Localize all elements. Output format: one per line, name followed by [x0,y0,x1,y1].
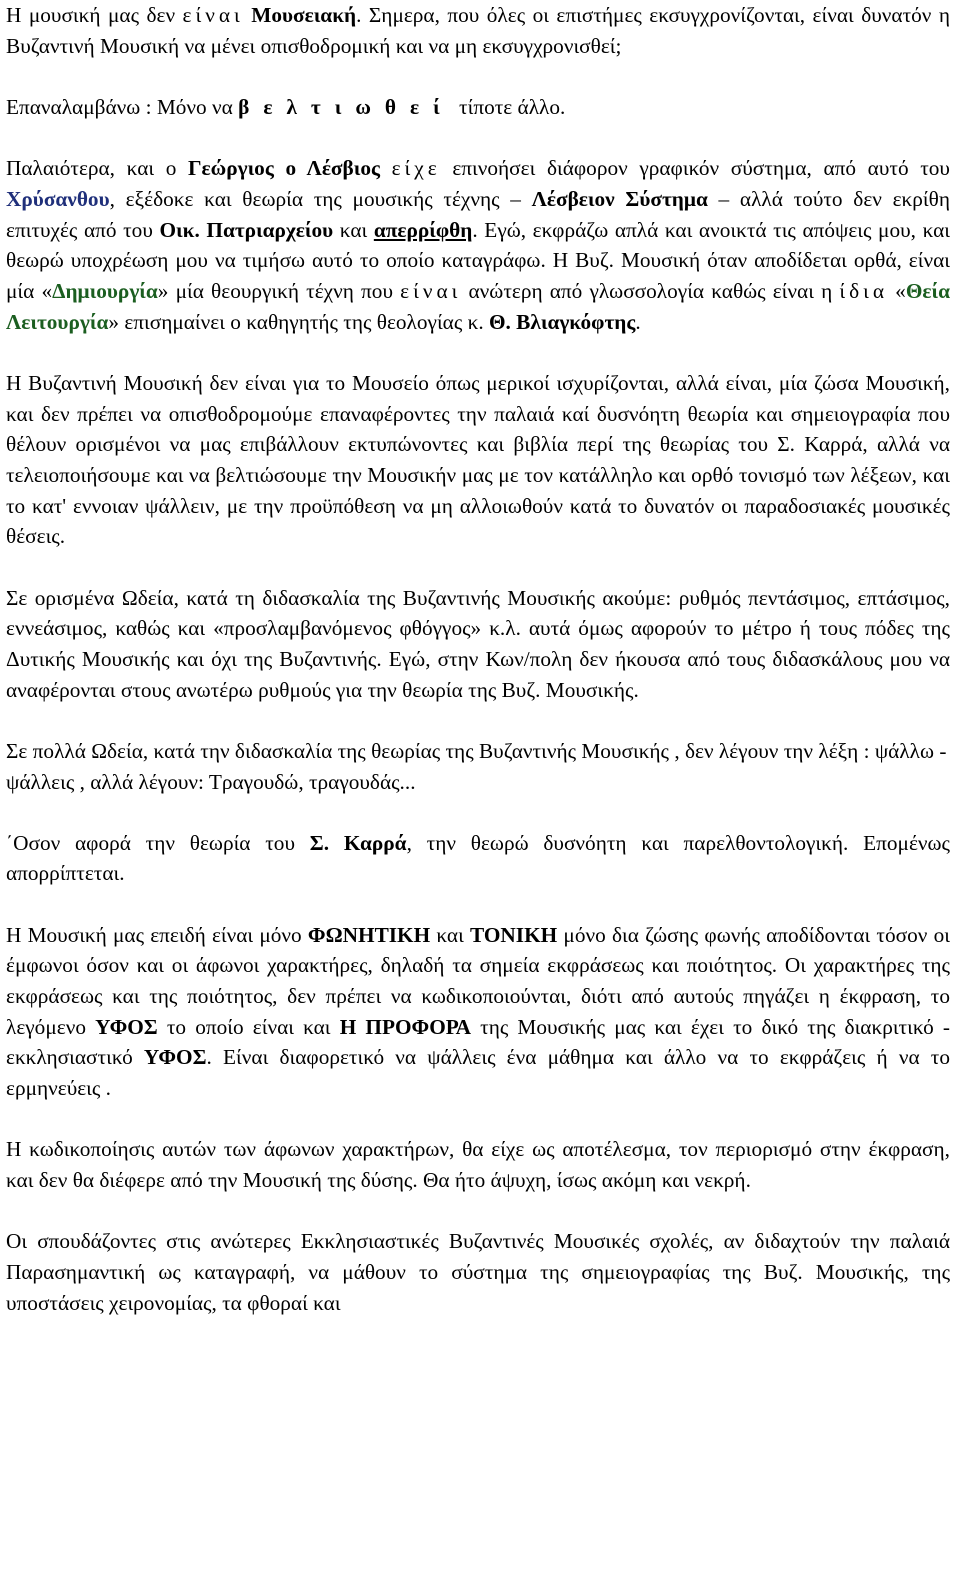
text-run: . Είναι διαφορετικό να ψάλλεις ένα μάθημα και άλλο να το εκφράζεις ή να το ερμηνεύεις . [6,1045,951,1101]
text-run: και [333,217,374,242]
text-run: » επισημαίνει ο καθηγητής της θεολογίας κ. [108,309,489,334]
paragraph-10: Οι σπουδάζοντες στις ανώτερες Εκκλησιαστικές Βυζαντινές Μουσικές σχολές, αν διδαχτούν την παλαιά Παρασημαντική ως καταγραφή, να μάθουν το σύστημα της σημειογραφίας της Βυζ. Μουσικής, της υποστάσεις χειρονομίας, τα φθοραί και [6,1229,950,1315]
bold-text: Σ. Καρρά [309,830,407,855]
text-run: Η Μουσική μας επειδή είναι μόνο [6,922,308,947]
text-run: « [888,278,906,303]
text-run: Η μουσική μας δεν [6,3,183,27]
text-run: . [635,309,641,334]
paragraph-4: Η Βυζαντινή Μουσική δεν είναι για το Μουσείο όπως μερικοί ισχυρίζονται, αλλά είναι, μία ζώσα Μουσική, και δεν πρέπει να οπισθοδρομούμε επαναφέροντες την παλαιά καί δυσνόητη θεωρία και σημειογραφία που θέλουν ορισμένοι να μας επιβάλλουν εκτυπώνοντες και βιβλία περί της θεωρίας του Σ. Καρρά, αλλά να τελειοποιήσουμε και να βελτιώσουμε την Μουσικήν μας με τον κατάλληλο και ορθό τονισμό των λέξεων, και το κατ' εννοιαν ψάλλειν, με την προϋπόθεση να μη αλλοιωθούν κατά το δυνατόν οι παραδοσιακές μουσικές θέσεις. [6,370,950,549]
spaced-text: είναι [400,278,462,303]
bold-text: ΥΦΟΣ [95,1014,158,1039]
text-run: » μία θεουργική τέχνη που [157,278,401,303]
paragraph-8 [6,920,950,1104]
text-run [380,156,392,180]
bold-text: ΥΦΟΣ [143,1045,207,1070]
paragraph-1 [6,0,950,61]
text-run: , την θεωρώ δυσνόητη και παρελθοντολογική. Επομένως απορρίπτεται. [6,830,950,886]
text-run: το οποίο είναι και [157,1014,340,1039]
text-run: και [430,922,471,947]
paragraph-2 [6,92,950,123]
spaced-text: είχε [391,156,441,181]
bold-text: Θ. Βλιαγκόφτης [488,309,636,334]
text-run: Παλαιότερα, και ο [6,156,188,181]
text-run: . Σημερα, που όλες οι επιστήμες εκσυγχρονίζονται, είναι δυνατόν η Βυζαντινή Μουσική να μένει οπισθοδρομική και να μη εκσυγχρονισθεί; [6,3,951,58]
text-run: Επαναλαμβάνω : Μόνο να [6,94,239,119]
paragraph-3 [6,153,950,337]
text-run: ανώτερη από γλωσσολογία καθώς είναι η [461,278,840,303]
bold-text: ΤΟΝΙΚΗ [470,922,558,947]
text-run: – αλλά τούτο δεν εκρίθη επιτυχές από του [6,186,950,242]
bold-text: Λέσβειον Σύστημα [531,186,708,211]
underlined-bold-text: απερρίφθη [373,217,473,242]
paragraph-6: Σε πολλά Ωδεία, κατά την διδασκαλία της θεωρίας της Βυζαντινής Μουσικής , δεν λέγουν την λέξη : ψάλλω - ψάλλεις , αλλά λέγουν: Τραγουδώ, τραγουδάς... [6,738,947,794]
text-run: τίποτε άλλο. [453,94,566,119]
green-bold-text: Δημιουργία [52,278,158,303]
bold-text: ΦΩΝΗΤΙΚΗ [307,922,431,947]
paragraph-9: Η κωδικοποίησις αυτών των άφωνων χαρακτήρων, θα είχε ως αποτέλεσμα, τον περιορισμό στην έκφραση, και δεν θα διέφερε από την Μουσική της δύσης. Θα ήτο άψυχη, ίσως ακόμη και νεκρή. [6,1137,950,1193]
spaced-text: ίδια [839,278,889,303]
bold-text: Η ΠΡΟΦΟΡΑ [339,1014,472,1039]
spaced-bold-text: βελτιωθεί [238,94,454,119]
text-run: της Μουσικής μας και έχει το δικό της διακριτικό - εκκλησιαστικό [6,1014,950,1070]
blue-bold-text: Χρύσανθου [6,186,110,211]
spaced-text: είναι [182,3,244,27]
bold-text: Μουσειακή [251,3,357,27]
text-run: μόνο δια ζώσης φωνής αποδίδονται τόσον οι έμφωνοι όσον και οι άφωνοι χαρακτήρες, δηλαδή τα σημεία εκφράσεως και ποιότητος. Οι χαρακτήρες της εκφράσεως και της ποιότητος, δεν πρέπει να κωδικοποιούνται, διότι από αυτούς πηγάζει η έκφραση, το λεγόμενο [6,922,950,1039]
green-bold-text: Θεία Λειτουργία [6,278,950,334]
text-run: ΄Οσον αφορά την θεωρία του [6,830,310,855]
bold-text: Γεώργιος ο Λέσβιος [188,156,380,181]
paragraph-7 [6,828,950,889]
bold-text: Οικ. Πατριαρχείου [159,217,334,242]
text-run: επινοήσει διάφορον γραφικόν σύστημα, από αυτό του [440,156,950,181]
text-run: , εξέδοκε και θεωρία της μουσικής τέχνης – [109,186,532,211]
text-run: . Εγώ, εκφράζω απλά και ανοικτά τις απόψεις μου, και θεωρώ υποχρέωση μου να τιμήσω αυτό το οποίο καταγράφω. Η Βυζ. Μουσική όταν αποδίδεται ορθά, είναι μία « [6,217,951,303]
paragraph-5: Σε ορισμένα Ωδεία, κατά τη διδασκαλία της Βυζαντινής Μουσικής ακούμε: ρυθμός πεντάσιμος, επτάσιμος, εννεάσιμος, καθώς και «προσλαμβανόμενος φθόγγος» κ.λ. αυτά όμως αφορούν το μέτρο ή τους πόδες της Δυτικής Μουσικής και όχι της Βυζαντινής. Εγώ, στην Κων/πολη δεν ήκουσα από τους διδασκάλους μου να αναφέρονται στους ανωτέρω ρυθμούς για την θεωρία της Βυζ. Μουσικής. [6,585,950,702]
